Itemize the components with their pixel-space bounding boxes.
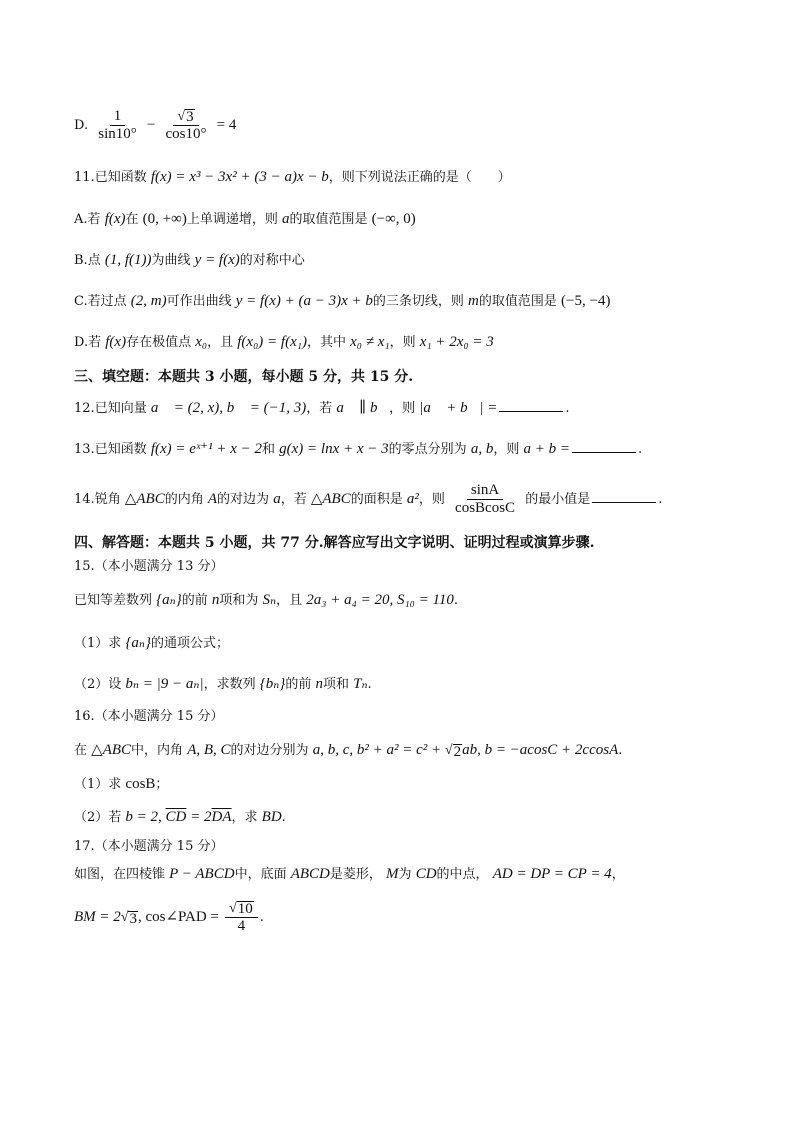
sqrt: √ 10 xyxy=(229,901,253,917)
section-4-heading: 四、解答题：本题共 5 小题，共 77 分.解答应写出文字说明、证明过程或演算步骤. xyxy=(74,535,595,551)
question-15-part-2: （2）设 bₙ = |9 − aₙ|，求数列 {bₙ}的前 n项和 Tₙ. xyxy=(74,676,372,692)
question-number: 11. xyxy=(74,170,95,185)
question-15-stem: 已知等差数列 {aₙ}的前 n项和为 Sₙ，且 2a₃ + a₄ = 20, S₁₀ = 110. xyxy=(74,592,459,608)
question-16-header: 16.（本小题满分 15 分） xyxy=(74,709,224,724)
fraction: √ 10 4 xyxy=(225,900,258,935)
question-16-part-2: （2）若 b = 2, $\overline{CD} = 2\overline{DA}$，求 BD. xyxy=(74,809,286,825)
question-17-stem: 如图，在四棱锥 P − ABCD中，底面 ABCD是菱形， M为 CD的中点， AD = DP = CP = 4， xyxy=(74,866,625,882)
option-11d: D.若 f(x)存在极值点 x₀，且 f(x₀) = f(x₁)，其中 x₀ ≠ x₁，则 x₁ + 2x₀ = 3 xyxy=(74,334,494,350)
question-15-part-1: （1）求 {aₙ}的通项公式； xyxy=(74,635,230,651)
question-11: 11.已知函数 f(x) = x³ − 3x² + (3 − a)x − b，则下列说法正确的是（ ） xyxy=(74,169,511,185)
option-10d: D. $\frac{1}{\sin 10^\circ}$ − √ 3 cos10° = 4 xyxy=(74,108,237,142)
option-11b: B.点 (1, f(1))为曲线 y = f(x)的对称中心 xyxy=(74,252,305,268)
option-11a: A.若 f(x)在 (0, +∞)上单调递增，则 a的取值范围是 (−∞, 0) xyxy=(74,211,416,227)
fraction: $\frac{1}{\sin 10^\circ}$ xyxy=(98,108,137,142)
option-label: D. xyxy=(74,118,89,133)
fraction: √ 3 cos10° xyxy=(165,109,207,142)
section-3-heading: 三、填空题：本题共 3 小题，每小题 5 分，共 15 分. xyxy=(74,369,414,385)
answer-blank[interactable] xyxy=(572,440,636,453)
sqrt: √ 3 xyxy=(177,109,194,125)
question-13: 13.已知函数 f(x) = eˣ⁺¹ + x − 2和 g(x) = lnx + x − 3的零点分别为 a, b，则 a + b = . xyxy=(74,441,643,457)
answer-blank[interactable] xyxy=(499,399,563,412)
sqrt: √ 2 xyxy=(444,743,462,760)
question-12: 12.已知向量 a⃗ = (2, x), b⃗ = (−1, 3)，若 a⃗ ∥ b⃗，则 |a⃗ + b⃗| = . xyxy=(74,400,570,416)
math-expression: f(x) = x³ − 3x² + (3 − a)x − b xyxy=(150,169,329,185)
option-11c: C.若过点 (2, m)可作出曲线 y = f(x) + (a − 3)x + b的三条切线，则 m的取值范围是 (−5, −4) xyxy=(74,293,611,309)
question-14: 14.锐角 △ABC的内角 A的对边为 a，若 △ABC的面积是 a²，则 $\frac{\sin A}{\text{cosBcosC}}$ 的最小值是 . xyxy=(74,482,663,516)
fraction: $\frac{\sin A}{\text{cosBcosC}}$ xyxy=(455,482,516,516)
question-17-header: 17.（本小题满分 15 分） xyxy=(74,839,224,854)
question-15-header: 15.（本小题满分 13 分） xyxy=(74,559,224,574)
question-16-part-1: （1）求 cosB； xyxy=(74,776,169,792)
question-16-stem: 在 △ABC中，内角 A, B, C的对边分别为 a, b, c, b² + a² = c² + √ 2 ab, b = −acosC + 2ccosA. xyxy=(74,742,623,760)
answer-blank[interactable] xyxy=(592,490,656,503)
sqrt: √ 3 xyxy=(120,910,137,927)
question-17-stem-line-2: BM = 2 √ 3 , cos∠PAD = √ 10 4 . xyxy=(74,901,264,934)
